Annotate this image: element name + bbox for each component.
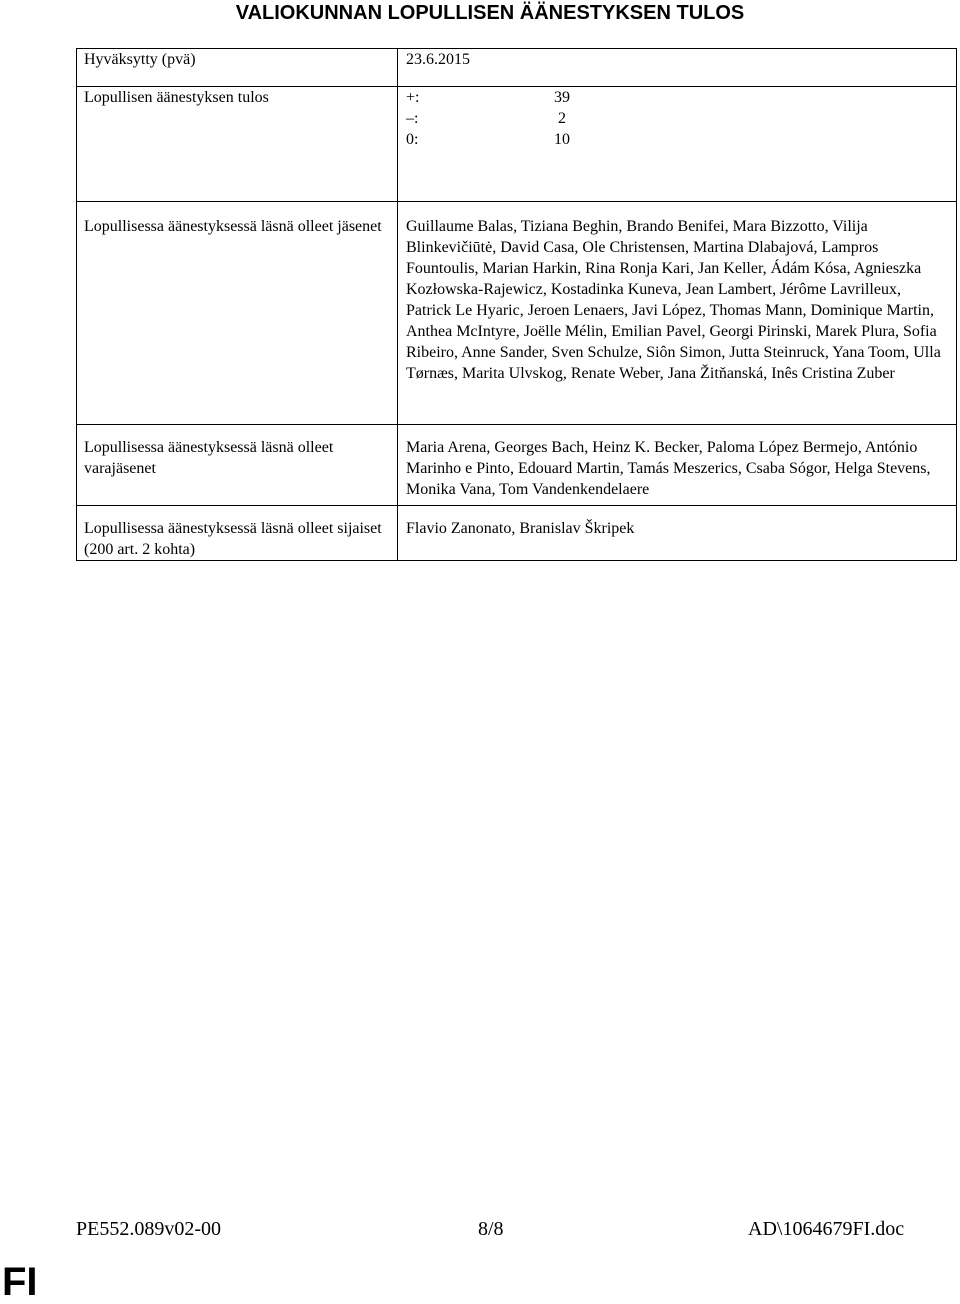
members-label: Lopullisessa äänestyksessä läsnä olleet jäsenet (77, 202, 398, 425)
language-tag: FI (2, 1260, 38, 1304)
page-title: VALIOKUNNAN LOPULLISEN ÄÄNESTYKSEN TULOS (235, 2, 745, 24)
final-vote-label: Lopullisen äänestyksen tulos (77, 87, 398, 202)
alternates-label: Lopullisessa äänestyksessä läsnä olleet sijaiset (200 art. 2 kohta) (77, 506, 398, 561)
vote-result-table (76, 48, 957, 561)
vote-abstain-count: 10 (554, 131, 570, 148)
vote-against-count: 2 (558, 110, 566, 127)
footer-reference: PE552.089v02-00 (76, 1218, 221, 1240)
vote-for-count: 39 (554, 89, 570, 106)
footer-document-name: AD\1064679FI.doc (748, 1218, 905, 1240)
vote-for-symbol: +: (406, 89, 420, 106)
substitutes-label: Lopullisessa äänestyksessä läsnä olleet varajäsenet (77, 425, 398, 506)
vote-abstain-symbol: 0: (406, 131, 419, 148)
vote-against-symbol: –: (406, 110, 419, 127)
members-row (77, 202, 957, 425)
adopted-label: Hyväksytty (pvä) (77, 49, 398, 87)
substitutes-names: Maria Arena, Georges Bach, Heinz K. Becker, Paloma López Bermejo, António Marinho e Pinto, Edouard Martin, Tamás Meszerics, Csaba Sógor, Helga Stevens, Monika Vana, Tom Vandenkendelaere (398, 425, 957, 506)
adopted-date: 23.6.2015 (398, 49, 957, 87)
members-names: Guillaume Balas, Tiziana Beghin, Brando Benifei, Mara Bizzotto, Vilija Blinkevičiūtė, David Casa, Ole Christensen, Martina Dlabajová, Lampros Fountoulis, Marian Harkin, Rina Ronja Kari, Jan Keller, Ádám Kósa, Agnieszka Kozłowska-Rajewicz, Kostadinka Kuneva, Jean Lambert, Jérôme Lavrilleux, Patrick Le Hyaric, Jeroen Lenaers, Javi López, Thomas Mann, Dominique Martin, Anthea McIntyre, Joëlle Mélin, Emilian Pavel, Georgi Pirinski, Marek Plura, Sofia Ribeiro, Anne Sander, Sven Schulze, Siôn Simon, Jutta Steinruck, Yana Toom, Ulla Tørnæs, Marita Ulvskog, Renate Weber, Jana Žitňanská, Inês Cristina Zuber (398, 202, 957, 425)
alternates-names: Flavio Zanonato, Branislav Škripek (398, 506, 957, 561)
alternates-row (77, 506, 957, 561)
final-vote-counts (398, 87, 957, 202)
footer-page-number: 8/8 (478, 1218, 504, 1240)
substitutes-row (77, 425, 957, 506)
adopted-row (77, 49, 957, 87)
final-vote-row (77, 87, 957, 202)
